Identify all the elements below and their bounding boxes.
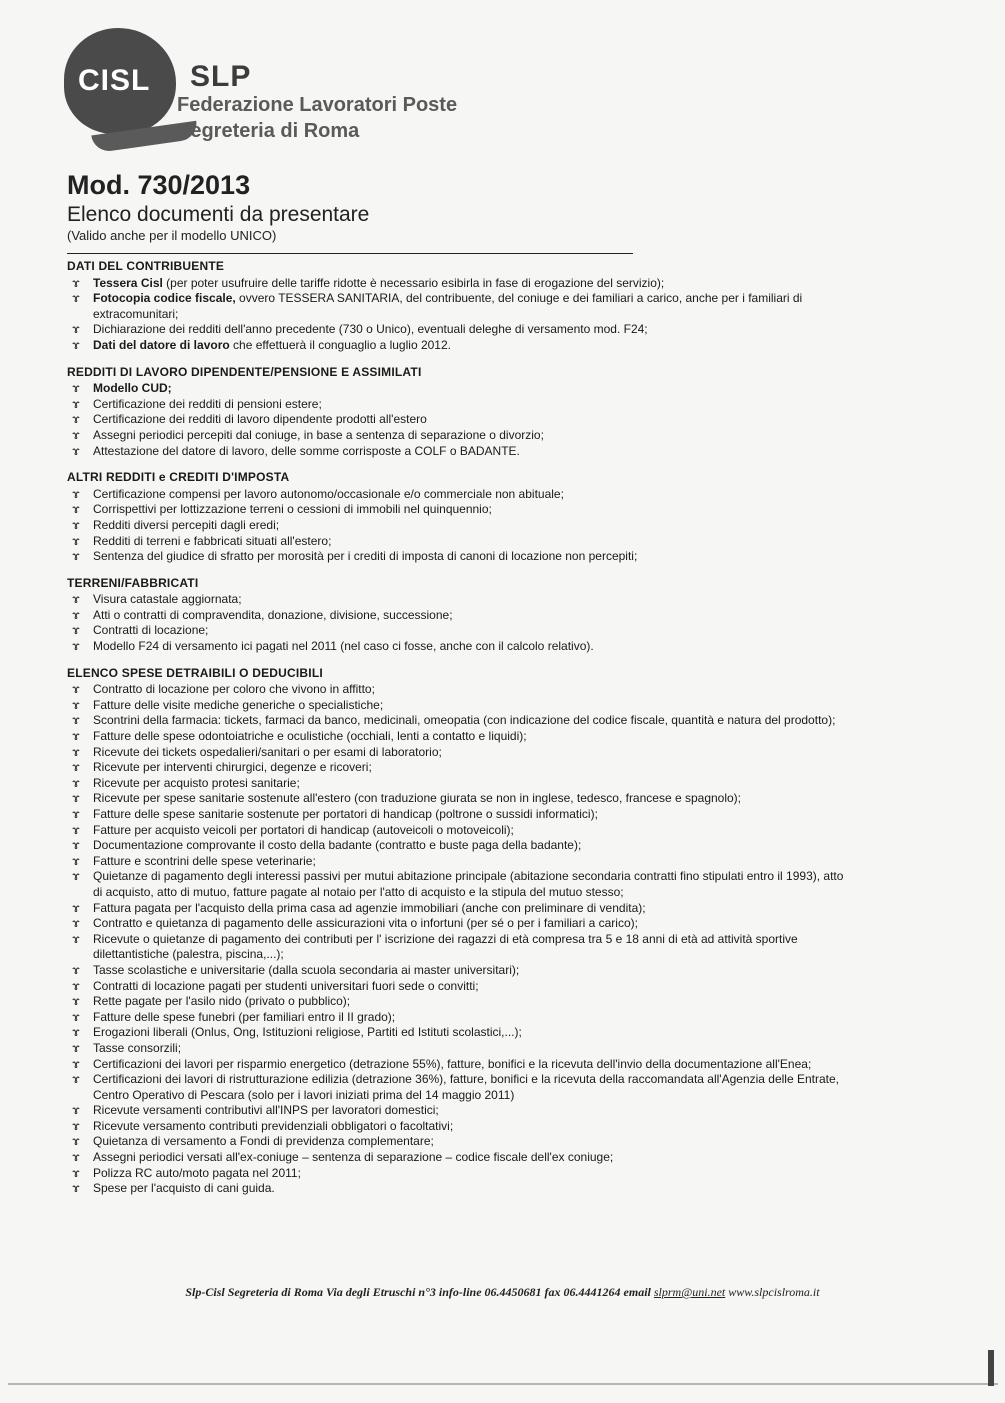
footer	[0, 1285, 1005, 1300]
bullet-icon: ɤ	[72, 607, 80, 622]
item-text: Fatture delle visite mediche generiche o specialistiche;	[93, 697, 384, 712]
org-name: Federazione Lavoratori Poste	[177, 94, 458, 116]
cisl-slp-logo	[64, 28, 484, 158]
list-item	[67, 444, 847, 460]
list-item	[67, 381, 847, 397]
bullet-icon: ɤ	[72, 1165, 80, 1180]
list-item	[67, 397, 847, 413]
item-text: Ricevute versamento contributi previdenziali obbligatori o facoltativi;	[93, 1118, 454, 1133]
document-title: Mod. 730/2013	[67, 170, 251, 200]
bullet-icon: ɤ	[72, 1118, 80, 1133]
list-item	[67, 1072, 847, 1103]
item-bold-text: Tessera Cisl	[93, 275, 163, 290]
list-item	[67, 698, 847, 714]
bullet-icon: ɤ	[72, 427, 80, 442]
section	[67, 666, 847, 1197]
item-list	[67, 276, 847, 354]
bullet-icon: ɤ	[72, 623, 80, 638]
bullet-icon: ɤ	[72, 916, 80, 931]
list-item	[67, 745, 847, 761]
bullet-icon: ɤ	[72, 994, 80, 1009]
bullet-icon: ɤ	[72, 443, 80, 458]
item-text: Atti o contratti di compravendita, donazione, divisione, successione;	[93, 607, 453, 622]
bullet-icon: ɤ	[72, 729, 80, 744]
document-subtitle: Elenco documenti da presentare	[67, 203, 370, 226]
item-text: Visura catastale aggiornata;	[93, 592, 242, 607]
list-item	[67, 1057, 847, 1073]
list-item	[67, 1041, 847, 1057]
list-item	[67, 838, 847, 854]
list-item	[67, 1119, 847, 1135]
item-text: ovvero TESSERA SANITARIA, del contribuente, del coniuge e dei familiari a carico, anche per i familiari di extracomunitari;	[93, 291, 803, 321]
section-title: DATI DEL CONTRIBUENTE	[67, 259, 225, 273]
list-item	[67, 518, 847, 534]
section-title: ELENCO SPESE DETRAIBILI O DEDUCIBILI	[67, 665, 323, 680]
bullet-icon: ɤ	[72, 1056, 80, 1071]
section	[67, 259, 847, 354]
item-text: Erogazioni liberali (Onlus, Ong, Istituzioni religiose, Partiti ed Istituti scolastici,...);	[93, 1025, 522, 1040]
list-item	[67, 854, 847, 870]
bullet-icon: ɤ	[72, 978, 80, 993]
section	[67, 365, 847, 460]
item-text: Fatture delle spese sanitarie sostenute per portatori di handicap (poltrone o sussidi informatici);	[93, 807, 598, 821]
bullet-icon: ɤ	[72, 639, 80, 654]
item-list	[67, 381, 847, 459]
bullet-icon: ɤ	[72, 931, 80, 946]
item-text: Redditi diversi percepiti dagli eredi;	[93, 517, 280, 532]
item-text: Fatture per acquisto veicoli per portatori di handicap (autoveicoli o motoveicoli);	[93, 822, 514, 837]
bullet-icon: ɤ	[72, 791, 80, 806]
item-text: Ricevute dei tickets ospedalieri/sanitari o per esami di laboratorio;	[93, 744, 442, 759]
item-bold-text: Fotocopia codice fiscale,	[93, 291, 236, 306]
bullet-icon: ɤ	[72, 838, 80, 853]
section-title: ALTRI REDDITI e CREDITI D'IMPOSTA	[67, 470, 290, 485]
bullet-icon: ɤ	[72, 1181, 80, 1196]
bullet-icon: ɤ	[72, 1134, 80, 1149]
item-text: Dichiarazione dei redditi dell'anno precedente (730 o Unico), eventuali deleghe di versamento mod. F24;	[93, 322, 648, 337]
list-item	[67, 760, 847, 776]
list-item	[67, 994, 847, 1010]
list-item	[67, 639, 847, 655]
list-item	[67, 549, 847, 565]
scan-edge-mark	[988, 1350, 994, 1386]
item-text: Certificazione dei redditi di lavoro dipendente prodotti all'estero	[93, 412, 427, 427]
list-item	[67, 1134, 847, 1150]
item-text: Contratto e quietanza di pagamento delle assicurazioni vita o infortuni (per sé o per i familiari a carico);	[93, 916, 638, 931]
item-text: Corrispettivi per lottizzazione terreni o cessioni di immobili nel quinquennio;	[93, 502, 492, 517]
list-item	[67, 623, 847, 639]
item-list	[67, 682, 847, 1197]
bullet-icon: ɤ	[72, 381, 80, 396]
bullet-icon: ɤ	[72, 900, 80, 915]
item-bold-text: Modello CUD;	[93, 381, 172, 396]
item-text: Contratto di locazione per coloro che vivono in affitto;	[93, 682, 375, 697]
list-item	[67, 1150, 847, 1166]
item-text: Attestazione del datore di lavoro, delle somme corrisposte a COLF o BADANTE.	[93, 443, 520, 458]
list-item	[67, 487, 847, 503]
list-item	[67, 1103, 847, 1119]
bullet-icon: ɤ	[72, 517, 80, 532]
list-item	[67, 1166, 847, 1182]
list-item	[67, 682, 847, 698]
item-text: Spese per l'acquisto di cani guida.	[93, 1181, 275, 1196]
bullet-icon: ɤ	[72, 1009, 80, 1024]
list-item	[67, 502, 847, 518]
list-item	[67, 916, 847, 932]
bullet-icon: ɤ	[72, 412, 80, 427]
list-item	[67, 713, 847, 729]
item-text: Documentazione comprovante il costo della badante (contratto e buste paga della badante);	[93, 838, 582, 853]
bullet-icon: ɤ	[72, 962, 80, 977]
bullet-icon: ɤ	[72, 1040, 80, 1055]
bullet-icon: ɤ	[72, 822, 80, 837]
list-item	[67, 791, 847, 807]
item-text: Ricevute versamenti contributivi all'INPS per lavoratori domestici;	[93, 1103, 439, 1118]
item-text: Assegni periodici percepiti dal coniuge, in base a sentenza di separazione o divorzio;	[93, 427, 544, 442]
item-text: Certificazione dei redditi di pensioni estere;	[93, 396, 322, 411]
logo-cisl-text: CISL	[78, 64, 151, 97]
item-text: Fatture delle spese funebri (per familiari entro il II grado);	[93, 1009, 396, 1024]
bullet-icon: ɤ	[72, 760, 80, 775]
footer-website-link[interactable]: www.slpcislroma.it	[728, 1285, 820, 1299]
list-item	[67, 932, 847, 963]
section-title: REDDITI DI LAVORO DIPENDENTE/PENSIONE E ASSIMILATI	[67, 364, 422, 379]
bullet-icon: ɤ	[72, 549, 80, 564]
bullet-icon: ɤ	[72, 1072, 80, 1087]
list-item	[67, 592, 847, 608]
bullet-icon: ɤ	[72, 697, 80, 712]
bullet-icon: ɤ	[72, 682, 80, 697]
list-item	[67, 608, 847, 624]
list-item	[67, 291, 847, 322]
item-text: Tasse consorzili;	[93, 1040, 182, 1055]
item-text: Tasse scolastiche e universitarie (dalla scuola secondaria ai master universitari);	[93, 962, 520, 977]
item-text: (per poter usufruire delle tariffe ridotte è necessario esibirla in fase di erogazione del servizio);	[162, 275, 665, 290]
item-list	[67, 592, 847, 654]
list-item	[67, 534, 847, 550]
section	[67, 470, 847, 565]
list-item	[67, 1181, 847, 1197]
item-text: Rette pagate per l'asilo nido (privato o pubblico);	[93, 994, 351, 1009]
item-text: Modello F24 di versamento ici pagati nel 2011 (nel caso ci fosse, anche con il calcolo relativo).	[93, 639, 594, 654]
bullet-icon: ɤ	[72, 592, 80, 607]
bullet-icon: ɤ	[72, 807, 80, 821]
footer-email-link[interactable]: slprm@uni.net	[653, 1285, 726, 1299]
item-text: Scontrini della farmacia: tickets, farmaci da banco, medicinali, omeopatia (con indicazione del codice fiscale, quantità e natura del prodotto);	[93, 713, 836, 728]
bullet-icon: ɤ	[72, 713, 80, 728]
bullet-icon: ɤ	[72, 486, 80, 501]
bullet-icon: ɤ	[72, 533, 80, 548]
section-title: TERRENI/FABBRICATI	[67, 575, 199, 590]
item-text: Quietanze di pagamento degli interessi passivi per mutui abitazione principale (abitazione secondaria contratti fino stipulati entro il 1993), atto di acquisto, atto di mutuo, fatture pagate al notaio per l'atto di acquisto e la stipula del mutuo stesso;	[93, 869, 844, 899]
item-text: Fattura pagata per l'acquisto della prima casa ad agenzie immobiliari (anche con preliminare di vendita);	[93, 900, 646, 915]
bullet-icon: ɤ	[72, 1103, 80, 1118]
item-text: Fatture e scontrini delle spese veterinarie;	[93, 853, 316, 868]
bullet-icon: ɤ	[72, 775, 80, 790]
list-item	[67, 823, 847, 839]
list-item	[67, 776, 847, 792]
document-body	[67, 259, 847, 1208]
bullet-icon: ɤ	[72, 396, 80, 411]
item-text: Certificazione compensi per lavoro autonomo/occasionale e/o commerciale non abituale;	[93, 486, 564, 501]
bullet-icon: ɤ	[72, 869, 80, 884]
item-text: Ricevute per acquisto protesi sanitarie;	[93, 775, 300, 790]
bullet-icon: ɤ	[72, 291, 80, 306]
bullet-icon: ɤ	[72, 502, 80, 517]
org-office: Segreteria di Roma	[177, 120, 360, 142]
bullet-icon: ɤ	[72, 1025, 80, 1040]
list-item	[67, 901, 847, 917]
list-item	[67, 1025, 847, 1041]
item-list	[67, 487, 847, 565]
list-item	[67, 276, 847, 292]
bullet-icon: ɤ	[72, 275, 80, 290]
item-text: Ricevute per spese sanitarie sostenute all'estero (con traduzione giurata se non in inglese, tedesco, francese e spagnolo);	[93, 791, 742, 806]
item-text: Fatture delle spese odontoiatriche e oculistiche (occhiali, lenti a contatto e liquidi);	[93, 729, 527, 744]
logo-slp-text: SLP	[190, 60, 252, 93]
list-item	[67, 322, 847, 338]
item-text: che effettuerà il conguaglio a luglio 2012.	[229, 337, 451, 352]
item-text: Assegni periodici versati all'ex-coniuge – sentenza di separazione – codice fiscale dell'ex coniuge;	[93, 1150, 614, 1165]
item-text: Certificazioni dei lavori di ristrutturazione edilizia (detrazione 36%), fatture, bonifici e la ricevuta della raccomandata all'Agenzia delle Entrate, Centro Operativo di Pescara (solo per i lavori iniziati prima del 14 maggio 2011)	[93, 1072, 840, 1102]
list-item	[67, 963, 847, 979]
item-bold-text: Dati del datore di lavoro	[93, 337, 230, 352]
bullet-icon: ɤ	[72, 322, 80, 337]
bullet-icon: ɤ	[72, 1150, 80, 1165]
item-text: Contratti di locazione;	[93, 623, 209, 638]
bullet-icon: ɤ	[72, 853, 80, 868]
footer-contact: Slp-Cisl Segreteria di Roma Via degli Etruschi n°3 info-line 06.4450681 fax 06.4441264 email	[185, 1285, 651, 1299]
item-text: Ricevute per interventi chirurgici, degenze e ricoveri;	[93, 760, 372, 775]
validity-note: (Valido anche per il modello UNICO)	[67, 228, 277, 243]
item-text: Contratti di locazione pagati per studenti universitari fuori sede o convitti;	[93, 978, 479, 993]
item-text: Polizza RC auto/moto pagata nel 2011;	[93, 1165, 301, 1180]
title-divider	[67, 253, 633, 254]
item-text: Quietanza di versamento a Fondi di previdenza complementare;	[93, 1134, 434, 1149]
bullet-icon: ɤ	[72, 744, 80, 759]
list-item	[67, 869, 847, 900]
bullet-icon: ɤ	[72, 337, 80, 352]
item-text: Ricevute o quietanze di pagamento dei contributi per l' iscrizione dei ragazzi di età compresa tra 5 e 18 anni di età ad attività sportive dilettantistiche (palestra, piscina,...);	[93, 931, 798, 962]
list-item	[67, 807, 847, 823]
list-item	[67, 412, 847, 428]
list-item	[67, 1010, 847, 1026]
list-item	[67, 428, 847, 444]
item-text: Certificazioni dei lavori per risparmio energetico (detrazione 55%), fatture, bonifici e la ricevuta dell'invio della documentazione all'Enea;	[93, 1056, 812, 1071]
scan-border-line	[8, 1383, 998, 1385]
item-text: Redditi di terreni e fabbricati situati all'estero;	[93, 533, 332, 548]
item-text: Sentenza del giudice di sfratto per morosità per i crediti di imposta di canoni di locazione non percepiti;	[93, 549, 638, 564]
list-item	[67, 338, 847, 354]
list-item	[67, 979, 847, 995]
list-item	[67, 729, 847, 745]
section	[67, 576, 847, 655]
